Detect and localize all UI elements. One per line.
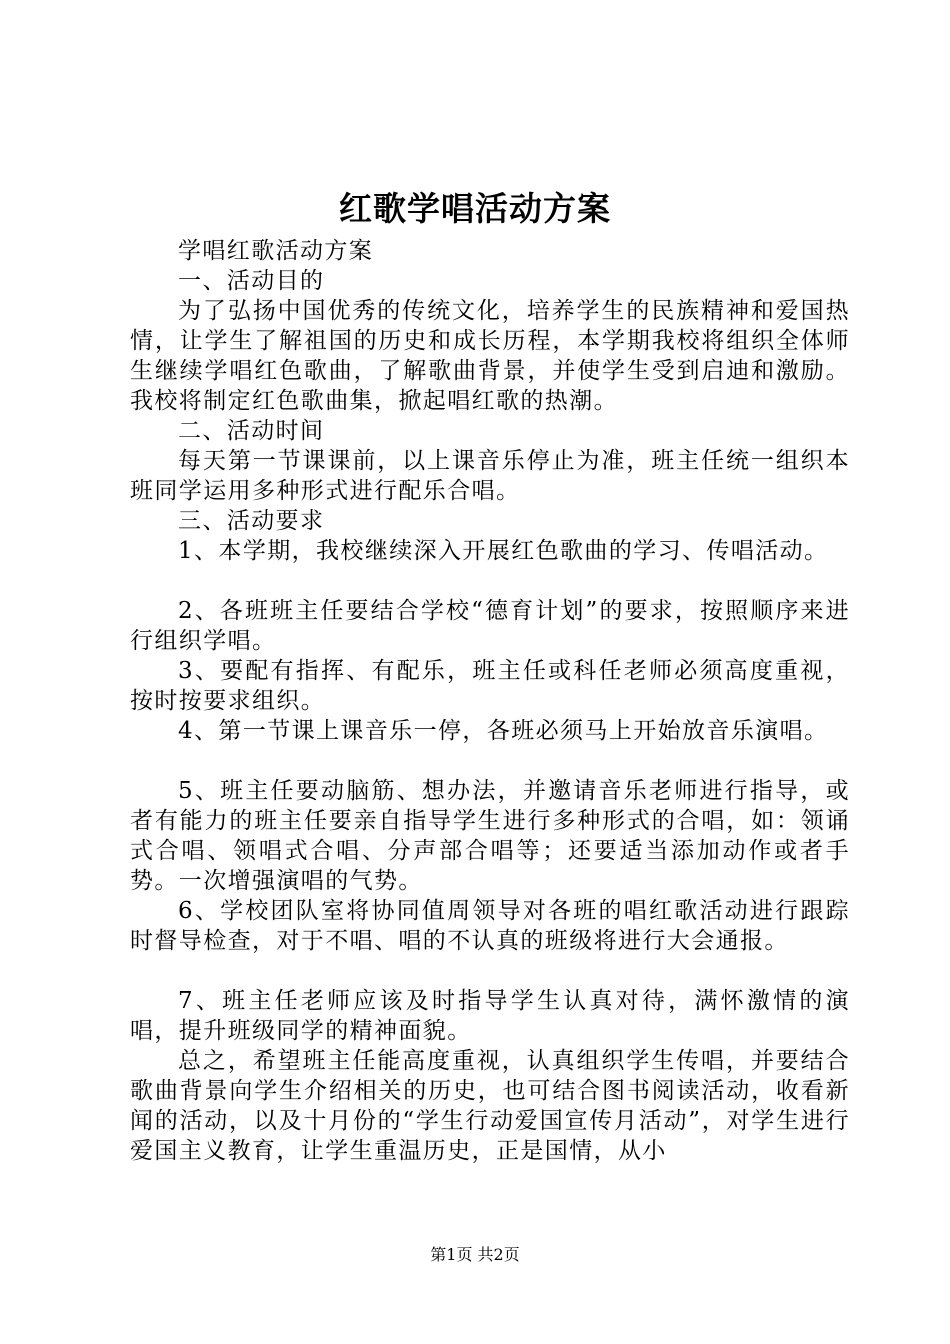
requirement-item-5: 5、班主任要动脑筋、想办法，并邀请音乐老师进行指导，或者有能力的班主任要亲自指导学生进行多种形式的合唱，如：领诵式合唱、领唱式合唱、分声部合唱等；还要适当添加动作或者手势。一次增强演唱的气势。 xyxy=(130,778,850,894)
requirement-item-1: 1、本学期，我校继续深入开展红色歌曲的学习、传唱活动。 xyxy=(178,538,829,564)
document-body xyxy=(130,236,850,1166)
section-heading-requirements: 三、活动要求 xyxy=(178,508,325,534)
section-heading-time: 二、活动时间 xyxy=(178,418,325,444)
requirement-item-7: 7、班主任老师应该及时指导学生认真对待，满怀激情的演唱，提升班级同学的精神面貌。 xyxy=(130,988,850,1044)
section-heading-purpose: 一、活动目的 xyxy=(178,268,325,294)
paragraph-time: 每天第一节课课前，以上课音乐停止为准，班主任统一组织本班同学运用多种形式进行配乐合唱。 xyxy=(130,448,850,504)
requirement-item-3: 3、要配有指挥、有配乐，班主任或科任老师必须高度重视，按时按要求组织。 xyxy=(130,658,850,714)
requirement-item-6: 6、学校团队室将协同值周领导对各班的唱红歌活动进行跟踪时督导检查，对于不唱、唱的不认真的班级将进行大会通报。 xyxy=(130,898,850,954)
requirement-item-2: 2、各班班主任要结合学校“德育计划”的要求，按照顺序来进行组织学唱。 xyxy=(130,598,850,654)
page-number: 第1页 共2页 xyxy=(430,1245,520,1264)
paragraph-subtitle: 学唱红歌活动方案 xyxy=(178,238,374,264)
requirement-item-4: 4、第一节课上课音乐一停，各班必须马上开始放音乐演唱。 xyxy=(178,718,829,744)
paragraph-summary: 总之，希望班主任能高度重视，认真组织学生传唱，并要结合歌曲背景向学生介绍相关的历史，也可结合图书阅读活动，收看新闻的活动，以及十月份的“学生行动爱国宣传月活动”，对学生进行爱国主义教育，让学生重温历史，正是国情，从小 xyxy=(130,1048,850,1164)
paragraph-purpose: 为了弘扬中国优秀的传统文化，培养学生的民族精神和爱国热情，让学生了解祖国的历史和成长历程，本学期我校将组织全体师生继续学唱红色歌曲，了解歌曲背景，并使学生受到启迪和激励。我校将制定红色歌曲集，掀起唱红歌的热潮。 xyxy=(130,298,850,414)
document-title: 红歌学唱活动方案 xyxy=(339,189,611,228)
